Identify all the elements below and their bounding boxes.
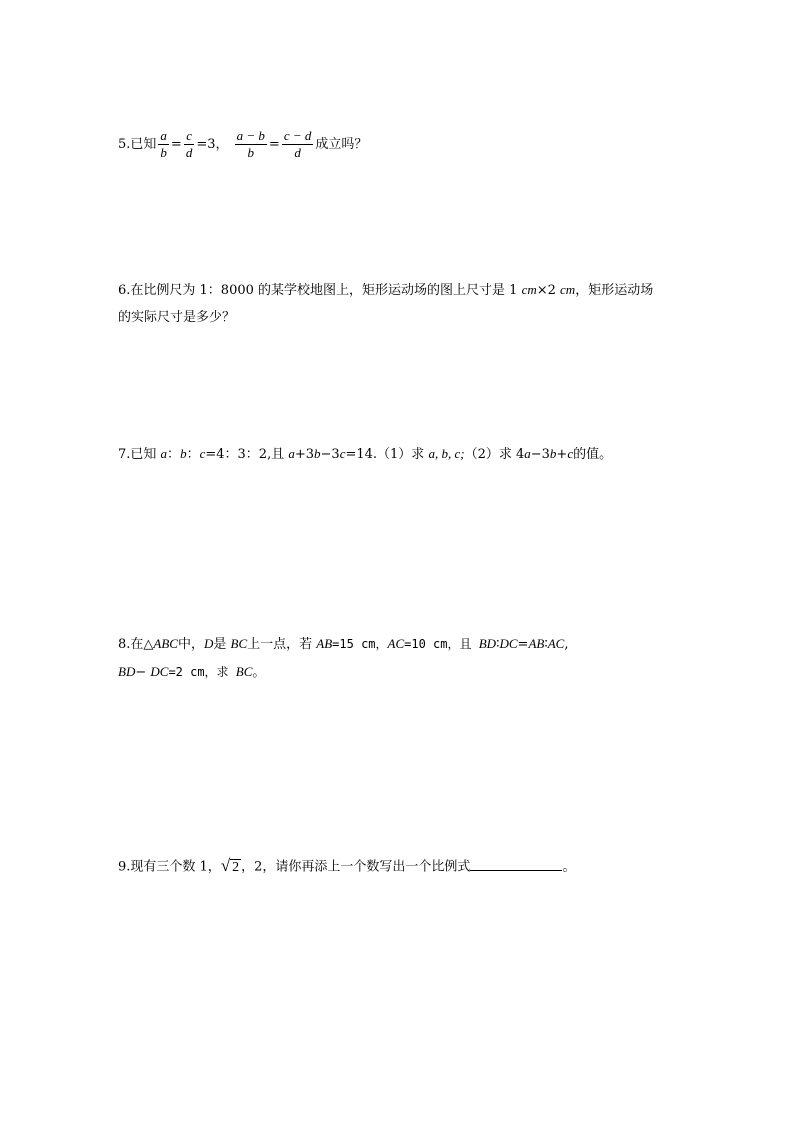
question-9: 9.现有三个数 1，√ 2 ，2，请你再添上一个数写出一个比例式 。 — [118, 853, 575, 881]
question-6-line-2: 的实际尺寸是多少？ — [118, 310, 236, 325]
question-8-line-2: BD− DC=2 cm，求 BC。 — [118, 664, 266, 680]
fraction-a-over-b: $\frac{a}{b}$ — [160, 128, 167, 160]
fraction-a-minus-b-over-b: $\frac{a - b}{b}$ — [236, 128, 265, 160]
question-8-line-1: 8.在△ABC中，D是 BC上一点，若 AB=15 cm，AC=10 cm，且 BD∶DC=AB∶AC, — [118, 636, 569, 652]
q5-text: 5.已知 — [118, 137, 157, 152]
equals-three: =3， — [196, 137, 229, 152]
sqrt-two: √ 2 — [220, 856, 240, 875]
fraction-c-over-d: $\frac{c}{d}$ — [185, 128, 193, 160]
answer-blank[interactable] — [470, 856, 562, 871]
q5-question-end: 成立吗？ — [315, 137, 368, 152]
equals-sign: = — [170, 137, 182, 152]
question-6-line-1: 6.在比例尺为 1：8000 的某学校地图上，矩形运动场的图上尺寸是 1 cm×2 cm，矩形运动场 — [118, 282, 654, 298]
equals-sign: = — [268, 137, 280, 152]
question-7: 7.已知 a：b：c=4：3：2,且 a+3b−3c=14.（1）求 a, b, c;（2）求 4a−3b+c的值。 — [118, 446, 613, 462]
question-5 — [118, 128, 367, 161]
fraction-c-minus-d-over-d: $\frac{c - d}{d}$ — [283, 128, 312, 160]
